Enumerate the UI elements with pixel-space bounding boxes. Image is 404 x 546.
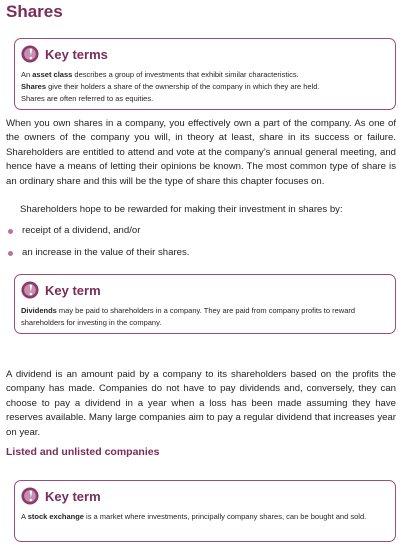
key-terms-body: [21, 69, 389, 105]
reward-list: [8, 224, 396, 268]
term-dividends: Dividends: [21, 306, 57, 315]
key-term-icon: [21, 281, 39, 299]
list-item: receipt of a dividend, and/or: [8, 224, 396, 246]
key-terms-header: [21, 43, 108, 65]
key-terms-title: Key terms: [45, 46, 108, 62]
key-term-header: [21, 279, 101, 301]
key-term-header: [21, 485, 101, 507]
definition-equities: Shares are often referred to as equities.: [21, 94, 154, 103]
bullet-icon: [8, 229, 13, 234]
key-term-title: Key term: [45, 282, 101, 298]
list-item: an increase in the value of their shares.: [8, 246, 396, 268]
key-term-icon: [21, 487, 39, 505]
key-term-title: Key term: [45, 488, 101, 504]
key-terms-box: [14, 38, 396, 110]
key-term-dividends-box: [14, 274, 396, 334]
body-paragraph-intro: Shareholders hope to be rewarded for making their investment in shares by:: [20, 204, 343, 215]
key-term-stock-exchange-box: [14, 480, 396, 542]
bullet-icon: [8, 251, 13, 256]
body-paragraph-dividend: A dividend is an amount paid by a company to its shareholders based on the profits the company has made. Companies do not have to pay dividends and, conversely, they can choose to pay a dividend in a year when a loss has been made assuming they have reserves available. Many large companies aim to pay a regular dividend that increases year on year.: [6, 369, 396, 438]
section-heading: Listed and unlisted companies: [6, 446, 160, 458]
key-term-body: Dividends may be paid to shareholders in a company. They are paid from company profits to reward shareholders for investing in the company.: [21, 306, 356, 327]
definition-shares: Shares give their holders a share of the ownership of the company in which they are held.: [21, 82, 320, 91]
key-term-icon: [21, 45, 39, 63]
page-title: Shares: [6, 2, 63, 21]
definition-asset-class: An asset class describes a group of investments that exhibit similar characteristics.: [21, 70, 299, 79]
body-paragraph: When you own shares in a company, you effectively own a part of the company. As one of the owners of the company you will, in theory at least, share in its success or failure. Shareholders are entitled to attend and vote at the company’s annual general meeting, and hence have a means of letting their opinions be known. The most common type of share is an ordinary share and this will be the type of share this chapter focuses on.: [6, 118, 396, 187]
key-term-body: A stock exchange is a market where investments, principally company shares, can be bought and sold.: [21, 512, 367, 521]
term-stock-exchange: stock exchange: [27, 512, 84, 521]
